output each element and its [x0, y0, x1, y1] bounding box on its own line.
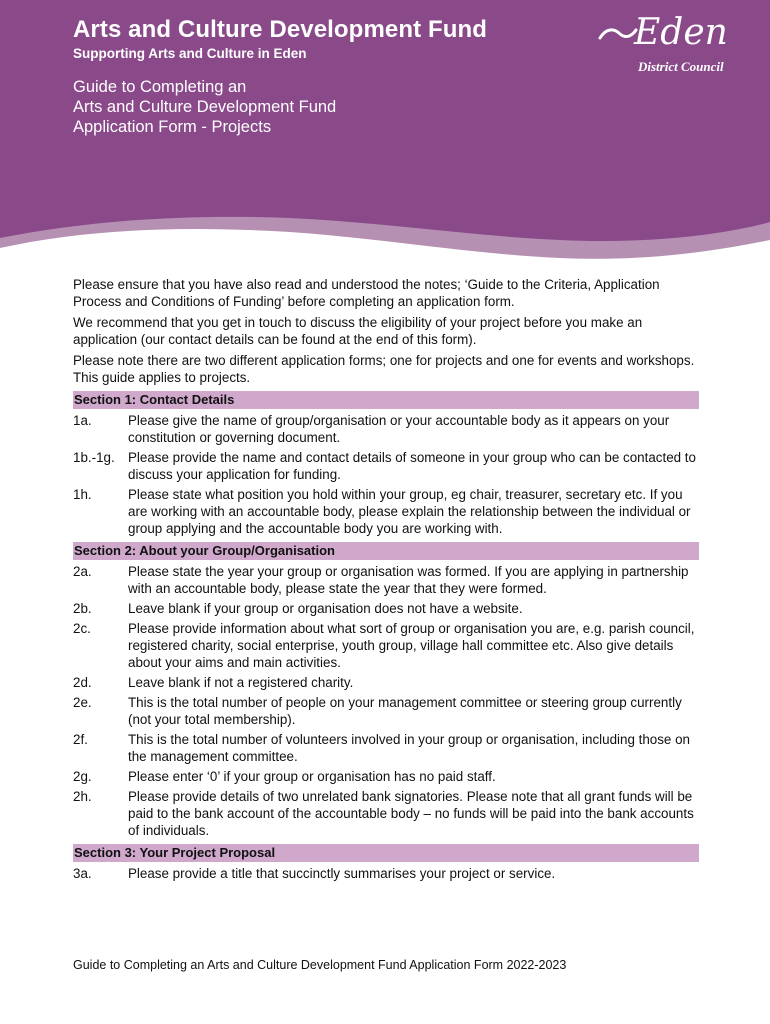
- item-number: 1a.: [73, 413, 92, 428]
- item-text: Please state what position you hold within your group, eg chair, treasurer, secretary etc. If you are working with an accountable body, please explain the relationship between the individual or group applying and the accountable body you are working with.: [128, 487, 691, 536]
- intro-paragraph: Please note there are two different application forms; one for projects and one for events and workshops. This guide applies to projects.: [73, 353, 695, 385]
- item-number: 1b.-1g.: [73, 450, 115, 465]
- item-text: Please provide information about what sort of group or organisation you are, e.g. parish council, registered charity, social enterprise, youth group, village hall committee etc. Also give details about your aims and main activities.: [128, 621, 695, 670]
- item-text: Please provide details of two unrelated bank signatories. Please note that all grant funds will be paid to the bank account of the accountable body – no funds will be paid into the bank accounts of individuals.: [128, 789, 694, 838]
- list-item: [73, 600, 703, 617]
- logo-swoosh-icon: [598, 24, 638, 44]
- list-item: [73, 694, 703, 728]
- item-number: 1h.: [73, 487, 92, 502]
- item-number: 2f.: [73, 732, 88, 747]
- list-item: [73, 768, 703, 785]
- list-item: [73, 788, 703, 839]
- section-3-heading: Section 3: Your Project Proposal: [73, 844, 699, 862]
- item-number: 2a.: [73, 564, 92, 579]
- eden-logo: [598, 14, 748, 76]
- item-text: Please provide the name and contact details of someone in your group who can be contacted to discuss your application for funding.: [128, 450, 696, 482]
- document-subtitle: Supporting Arts and Culture in Eden: [73, 46, 307, 61]
- item-number: 2e.: [73, 695, 92, 710]
- list-item: [73, 412, 703, 446]
- item-number: 2h.: [73, 789, 92, 804]
- list-item: [73, 674, 703, 691]
- guide-heading-line: Arts and Culture Development Fund: [73, 98, 337, 116]
- logo-wordmark: Eden: [634, 12, 728, 53]
- header-banner: [0, 0, 770, 262]
- item-text: Leave blank if not a registered charity.: [128, 675, 354, 690]
- list-item: [73, 563, 703, 597]
- list-item: [73, 865, 703, 882]
- list-item: [73, 731, 703, 765]
- logo-subtitle: District Council: [638, 59, 724, 74]
- intro-paragraph: Please ensure that you have also read and understood the notes; ‘Guide to the Criteria, Application Process and Conditions of Funding’ before completing an application form.: [73, 277, 660, 309]
- item-text: Please give the name of group/organisation or your accountable body as it appears on your constitution or governing document.: [128, 413, 670, 445]
- item-number: 2d.: [73, 675, 92, 690]
- item-number: 3a.: [73, 866, 92, 881]
- list-item: [73, 620, 703, 671]
- item-text: This is the total number of volunteers involved in your group or organisation, including those on the management committee.: [128, 732, 690, 764]
- item-text: Leave blank if your group or organisation does not have a website.: [128, 601, 523, 616]
- item-number: 2b.: [73, 601, 92, 616]
- item-number: 2c.: [73, 621, 91, 636]
- guide-heading-line: Application Form - Projects: [73, 118, 272, 136]
- intro-paragraph: We recommend that you get in touch to discuss the eligibility of your project before you make an application (our contact details can be found at the end of this form).: [73, 315, 643, 347]
- document-body: [73, 276, 703, 885]
- item-text: Please state the year your group or organisation was formed. If you are applying in partnership with an accountable body, please state the year that they were formed.: [128, 564, 689, 596]
- item-number: 2g.: [73, 769, 92, 784]
- guide-heading-line: Guide to Completing an: [73, 78, 247, 96]
- page-footer: Guide to Completing an Arts and Culture Development Fund Application Form 2022-2023: [73, 958, 567, 972]
- list-item: [73, 449, 703, 483]
- item-text: Please enter ‘0’ if your group or organisation has no paid staff.: [128, 769, 496, 784]
- intro-text: [73, 276, 703, 386]
- document-title: Arts and Culture Development Fund: [73, 16, 487, 43]
- section-1-heading: Section 1: Contact Details: [73, 391, 699, 409]
- guide-heading: [73, 77, 493, 137]
- list-item: [73, 486, 703, 537]
- item-text: Please provide a title that succinctly summarises your project or service.: [128, 866, 556, 881]
- item-text: This is the total number of people on your management committee or steering group currently (not your total membership).: [128, 695, 682, 727]
- section-2-heading: Section 2: About your Group/Organisation: [73, 542, 699, 560]
